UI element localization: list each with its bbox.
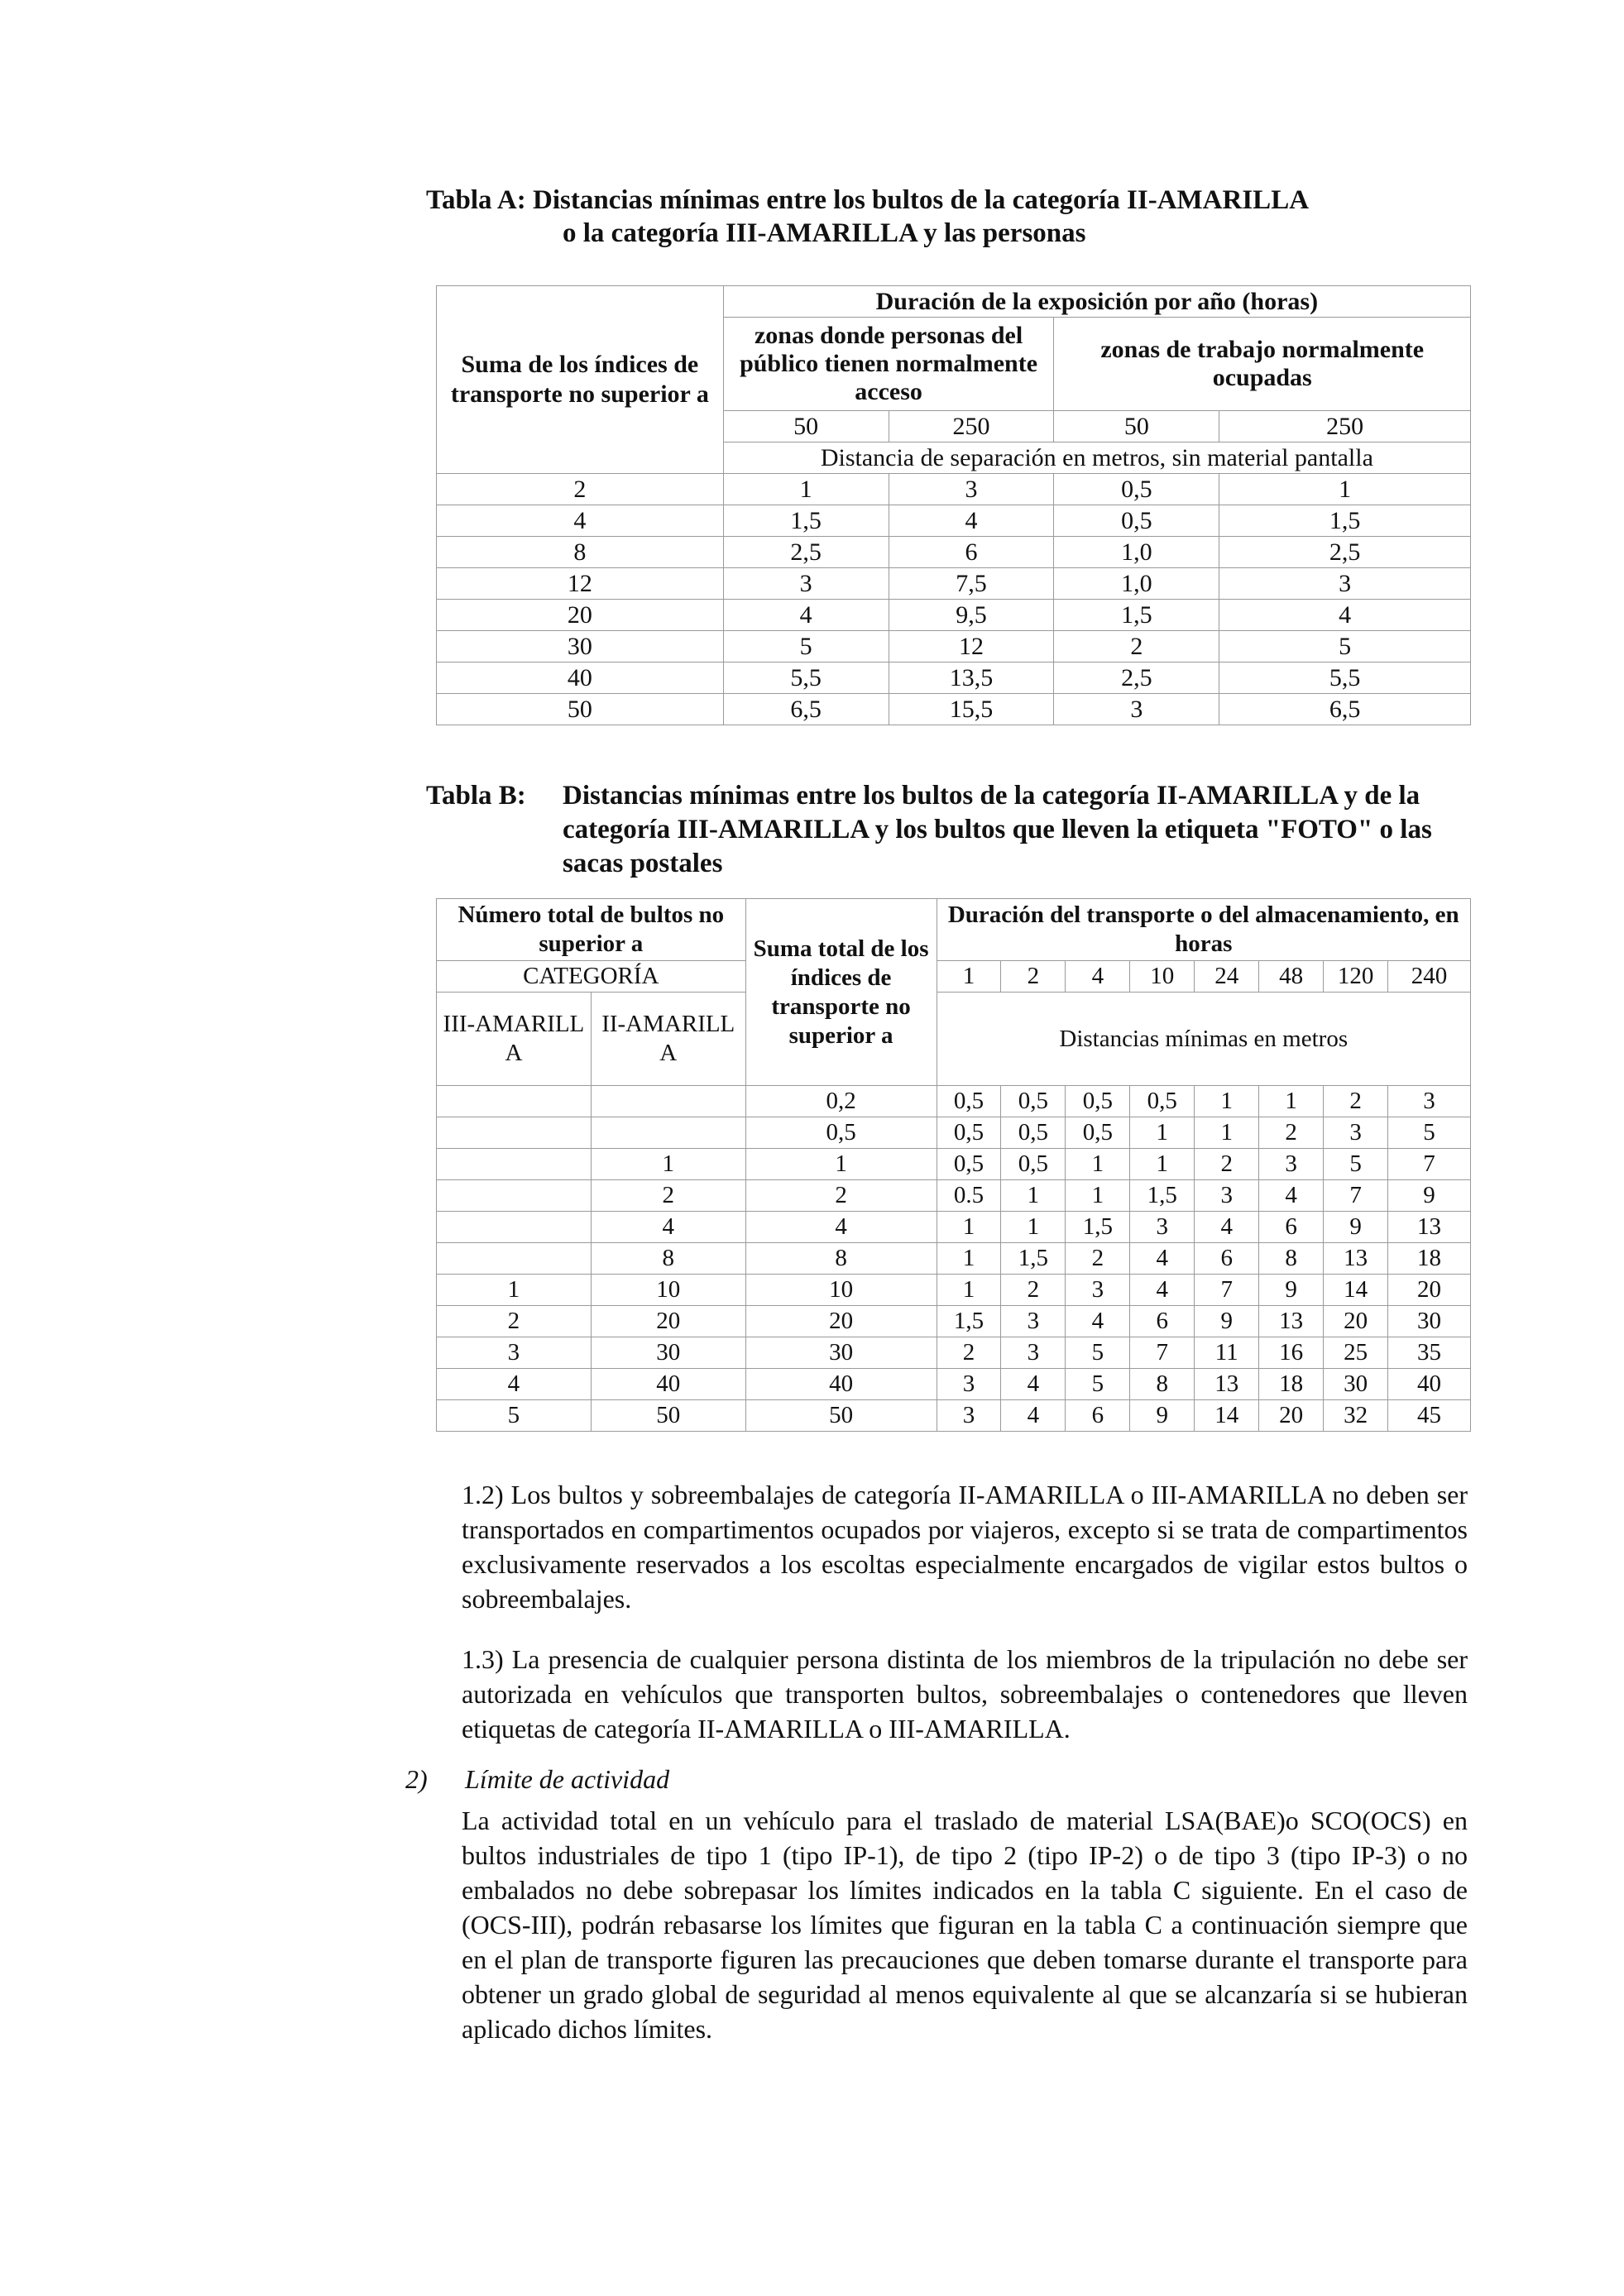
table-cell: 3 xyxy=(723,568,889,600)
table-cell: 2 xyxy=(1324,1086,1388,1117)
table-cell: 9 xyxy=(1324,1212,1388,1243)
table-cell: 2 xyxy=(437,474,724,505)
table-row xyxy=(437,1086,1471,1117)
table-cell: 2 xyxy=(1195,1149,1259,1180)
table-cell: 0,5 xyxy=(1054,505,1219,537)
table-a-hours-cell: 50 xyxy=(1054,411,1219,442)
table-cell: 0,5 xyxy=(1001,1117,1066,1149)
table-cell: 20 xyxy=(591,1306,745,1337)
table-cell: 35 xyxy=(1388,1337,1471,1369)
section-2-paragraph xyxy=(462,1803,1468,2046)
paragraph-1-2-text: 1.2) Los bultos y sobreembalajes de categoría II-AMARILLA o III-AMARILLA no deben ser transportados en compartimentos ocupados por viajeros, excepto si se trata de compartimentos exclusivamente reservados a los escoltas especialmente encargados de vigilar estos bultos o sobreembalajes. xyxy=(462,1480,1468,1614)
table-b-hours-cell: 10 xyxy=(1130,961,1195,993)
table-cell: 6,5 xyxy=(1219,694,1471,725)
table-cell: 6 xyxy=(889,537,1054,568)
table-a-hours-cell: 250 xyxy=(889,411,1054,442)
table-b-body xyxy=(437,1086,1471,1432)
table-cell: 7,5 xyxy=(889,568,1054,600)
table-b-hours-cell: 48 xyxy=(1259,961,1324,993)
table-cell: 9 xyxy=(1388,1180,1471,1212)
table-cell: 2,5 xyxy=(723,537,889,568)
table-cell: 1 xyxy=(1195,1117,1259,1149)
table-cell: 6 xyxy=(1195,1243,1259,1275)
table-row xyxy=(437,1180,1471,1212)
table-cell xyxy=(591,1117,745,1149)
table-cell: 0,5 xyxy=(1001,1149,1066,1180)
table-cell: 6,5 xyxy=(723,694,889,725)
table-cell: 3 xyxy=(1259,1149,1324,1180)
table-cell: 2 xyxy=(591,1180,745,1212)
table-cell: 9 xyxy=(1259,1275,1324,1306)
table-cell: 9,5 xyxy=(889,600,1054,631)
table-cell: 1 xyxy=(937,1212,1001,1243)
table-b-sum-header: Suma total de los índices de transporte no superior a xyxy=(745,899,937,1086)
table-cell: 3 xyxy=(889,474,1054,505)
table-cell: 5 xyxy=(437,1400,592,1432)
table-cell: 1 xyxy=(1259,1086,1324,1117)
table-cell: 5,5 xyxy=(723,662,889,694)
table-row xyxy=(437,662,1471,694)
table-cell: 13 xyxy=(1259,1306,1324,1337)
table-cell: 4 xyxy=(1259,1180,1324,1212)
table-cell: 7 xyxy=(1388,1149,1471,1180)
table-row xyxy=(437,600,1471,631)
table-cell: 0,5 xyxy=(1066,1086,1130,1117)
table-a-exposure-header: Duración de la exposición por año (horas) xyxy=(723,286,1470,318)
table-cell: 4 xyxy=(1195,1212,1259,1243)
table-cell: 3 xyxy=(1219,568,1471,600)
table-a xyxy=(436,285,1471,725)
table-cell: 1,0 xyxy=(1054,537,1219,568)
table-cell: 13 xyxy=(1195,1369,1259,1400)
table-b-hours-cell: 240 xyxy=(1388,961,1471,993)
table-cell: 0,5 xyxy=(1001,1086,1066,1117)
section-2-text: La actividad total en un vehículo para el traslado de material LSA(BAE)o SCO(OCS) en bultos industriales de tipo 1 (tipo IP-1), de tipo 2 (tipo IP-2) o de tipo 3 (tipo IP-3) o no embalados no debe sobrepasar los límites indicados en la tabla C siguiente. En el caso de (OCS-III), podrán rebasarse los límites que figuran en la tabla C a continuación siempre que en el plan de transporte figuren las precauciones que deben tomarse durante el transporte para obtener un grado global de seguridad al menos equivalente al que se alcanzaría si se hubieran aplicado dichos límites. xyxy=(462,1806,1468,2044)
table-cell: 20 xyxy=(745,1306,937,1337)
table-cell: 1,0 xyxy=(1054,568,1219,600)
table-cell: 3 xyxy=(1130,1212,1195,1243)
table-cell: 3 xyxy=(1388,1086,1471,1117)
table-cell: 30 xyxy=(1388,1306,1471,1337)
table-cell: 2 xyxy=(745,1180,937,1212)
table-cell: 7 xyxy=(1130,1337,1195,1369)
paragraph-1-3 xyxy=(462,1642,1468,1746)
table-cell: 6 xyxy=(1259,1212,1324,1243)
table-cell: 13 xyxy=(1388,1212,1471,1243)
table-cell: 2 xyxy=(937,1337,1001,1369)
table-cell: 6 xyxy=(1066,1400,1130,1432)
table-cell: 8 xyxy=(745,1243,937,1275)
table-cell: 4 xyxy=(745,1212,937,1243)
table-row xyxy=(437,631,1471,662)
table-cell: 18 xyxy=(1259,1369,1324,1400)
table-cell: 45 xyxy=(1388,1400,1471,1432)
table-cell xyxy=(437,1117,592,1149)
table-cell: 20 xyxy=(1324,1306,1388,1337)
table-cell: 1 xyxy=(937,1275,1001,1306)
table-cell: 0.5 xyxy=(937,1180,1001,1212)
table-cell: 14 xyxy=(1324,1275,1388,1306)
table-cell: 3 xyxy=(937,1369,1001,1400)
table-cell: 1,5 xyxy=(1219,505,1471,537)
table-cell: 5 xyxy=(1324,1149,1388,1180)
table-a-title-line2: o la categoría III-AMARILLA y las personas xyxy=(563,218,1086,248)
table-b-hours-cell: 1 xyxy=(937,961,1001,993)
table-cell: 1 xyxy=(437,1275,592,1306)
table-cell: 12 xyxy=(889,631,1054,662)
table-cell: 4 xyxy=(1066,1306,1130,1337)
table-cell xyxy=(437,1180,592,1212)
table-b-duration-header: Duración del transporte o del almacenamiento, en horas xyxy=(937,899,1471,961)
table-a-separation-note: Distancia de separación en metros, sin material pantalla xyxy=(723,442,1470,474)
table-cell: 1,5 xyxy=(1130,1180,1195,1212)
table-cell: 5 xyxy=(1066,1369,1130,1400)
table-cell: 1 xyxy=(745,1149,937,1180)
table-cell: 7 xyxy=(1195,1275,1259,1306)
table-cell: 15,5 xyxy=(889,694,1054,725)
table-cell: 20 xyxy=(437,600,724,631)
section-2-number: 2) xyxy=(405,1764,428,1794)
table-a-public-zones-header: zonas donde personas del público tienen normalmente acceso xyxy=(723,318,1054,411)
table-cell: 5,5 xyxy=(1219,662,1471,694)
table-cell: 1 xyxy=(1130,1149,1195,1180)
table-row xyxy=(437,1369,1471,1400)
table-cell: 5 xyxy=(1066,1337,1130,1369)
table-cell: 2 xyxy=(1259,1117,1324,1149)
paragraph-1-3-text: 1.3) La presencia de cualquier persona distinta de los miembros de la tripulación no debe ser autorizada en vehículos que transporten bultos, sobreembalajes o contenedores que lleven etiquetas de categoría II-AMARILLA o III-AMARILLA. xyxy=(462,1644,1468,1744)
table-row xyxy=(437,1306,1471,1337)
table-b-hours-cell: 120 xyxy=(1324,961,1388,993)
table-cell: 2,5 xyxy=(1219,537,1471,568)
table-cell: 6 xyxy=(1130,1306,1195,1337)
table-cell: 7 xyxy=(1324,1180,1388,1212)
table-a-hours-cell: 50 xyxy=(723,411,889,442)
table-cell: 30 xyxy=(437,631,724,662)
table-cell xyxy=(437,1086,592,1117)
table-a-title xyxy=(426,184,1502,250)
table-cell: 1 xyxy=(723,474,889,505)
table-cell: 4 xyxy=(723,600,889,631)
table-cell: 3 xyxy=(937,1400,1001,1432)
table-cell: 0,5 xyxy=(1130,1086,1195,1117)
table-row xyxy=(437,1149,1471,1180)
table-cell: 0,5 xyxy=(1054,474,1219,505)
table-a-hours-cell: 250 xyxy=(1219,411,1471,442)
table-cell: 40 xyxy=(437,662,724,694)
table-cell: 11 xyxy=(1195,1337,1259,1369)
table-cell: 3 xyxy=(1324,1117,1388,1149)
table-cell: 5 xyxy=(1219,631,1471,662)
table-cell: 0,5 xyxy=(937,1117,1001,1149)
table-cell: 8 xyxy=(1259,1243,1324,1275)
table-a-row-header: Suma de los índices de transporte no superior a xyxy=(437,286,724,474)
table-cell: 32 xyxy=(1324,1400,1388,1432)
table-cell: 4 xyxy=(1001,1400,1066,1432)
table-cell: 3 xyxy=(1054,694,1219,725)
table-a-title-line1: Tabla A: Distancias mínimas entre los bultos de la categoría II-AMARILLA xyxy=(426,185,1310,215)
table-b xyxy=(436,898,1471,1432)
section-2-heading xyxy=(405,1762,669,1796)
table-cell: 0,2 xyxy=(745,1086,937,1117)
table-cell: 2 xyxy=(1054,631,1219,662)
table-cell: 8 xyxy=(437,537,724,568)
table-cell: 25 xyxy=(1324,1337,1388,1369)
table-cell: 1,5 xyxy=(1054,600,1219,631)
table-cell: 0,5 xyxy=(937,1149,1001,1180)
table-row xyxy=(437,1212,1471,1243)
table-cell: 8 xyxy=(1130,1369,1195,1400)
table-cell: 10 xyxy=(591,1275,745,1306)
table-cell: 13 xyxy=(1324,1243,1388,1275)
table-cell: 50 xyxy=(745,1400,937,1432)
table-cell: 1,5 xyxy=(937,1306,1001,1337)
table-cell: 13,5 xyxy=(889,662,1054,694)
table-cell: 1 xyxy=(1001,1212,1066,1243)
table-cell: 4 xyxy=(1130,1243,1195,1275)
table-row xyxy=(437,505,1471,537)
table-cell: 16 xyxy=(1259,1337,1324,1369)
table-a-work-zones-header: zonas de trabajo normalmente ocupadas xyxy=(1054,318,1471,411)
table-row xyxy=(437,694,1471,725)
table-cell: 9 xyxy=(1130,1400,1195,1432)
table-cell: 1 xyxy=(1130,1117,1195,1149)
table-cell: 1 xyxy=(1219,474,1471,505)
table-cell: 18 xyxy=(1388,1243,1471,1275)
table-cell: 40 xyxy=(1388,1369,1471,1400)
table-cell: 3 xyxy=(1066,1275,1130,1306)
table-cell: 14 xyxy=(1195,1400,1259,1432)
table-b-cat-ii-header: II-AMARILLA xyxy=(591,993,745,1086)
table-cell: 2 xyxy=(1066,1243,1130,1275)
table-cell: 4 xyxy=(437,505,724,537)
table-cell xyxy=(437,1243,592,1275)
table-cell xyxy=(437,1212,592,1243)
table-cell: 4 xyxy=(437,1369,592,1400)
table-cell: 1 xyxy=(1066,1149,1130,1180)
table-a-body xyxy=(437,474,1471,725)
table-row xyxy=(437,474,1471,505)
table-cell: 1 xyxy=(1001,1180,1066,1212)
table-cell: 3 xyxy=(1001,1337,1066,1369)
table-cell: 30 xyxy=(1324,1369,1388,1400)
table-cell: 40 xyxy=(745,1369,937,1400)
table-b-categoria-header: CATEGORÍA xyxy=(437,961,746,993)
table-cell: 9 xyxy=(1195,1306,1259,1337)
section-2-title: Límite de actividad xyxy=(465,1764,670,1794)
table-cell: 4 xyxy=(889,505,1054,537)
table-cell: 4 xyxy=(1219,600,1471,631)
table-cell: 0,5 xyxy=(745,1117,937,1149)
table-cell: 0,5 xyxy=(937,1086,1001,1117)
table-b-label: Tabla B: xyxy=(426,781,526,811)
table-cell: 0,5 xyxy=(1066,1117,1130,1149)
table-cell: 4 xyxy=(1001,1369,1066,1400)
table-cell: 8 xyxy=(591,1243,745,1275)
table-row xyxy=(437,1337,1471,1369)
table-cell: 10 xyxy=(745,1275,937,1306)
table-cell: 4 xyxy=(591,1212,745,1243)
table-cell xyxy=(437,1149,592,1180)
table-cell: 3 xyxy=(1001,1306,1066,1337)
table-row xyxy=(437,1400,1471,1432)
table-cell: 1 xyxy=(937,1243,1001,1275)
table-cell: 3 xyxy=(1195,1180,1259,1212)
table-cell: 5 xyxy=(723,631,889,662)
table-cell: 1 xyxy=(591,1149,745,1180)
paragraph-1-2 xyxy=(462,1477,1468,1616)
table-cell: 3 xyxy=(437,1337,592,1369)
table-cell: 50 xyxy=(437,694,724,725)
table-cell: 1 xyxy=(1195,1086,1259,1117)
table-b-hours-cell: 24 xyxy=(1195,961,1259,993)
table-row xyxy=(437,1275,1471,1306)
table-b-hours-cell: 2 xyxy=(1001,961,1066,993)
table-b-title-text: Distancias mínimas entre los bultos de la categoría II-AMARILLA y de la categoría III-AMARILLA y los bultos que lleven la etiqueta "FOTO" o las sacas postales xyxy=(563,781,1432,878)
table-cell: 5 xyxy=(1388,1117,1471,1149)
table-cell: 20 xyxy=(1388,1275,1471,1306)
table-cell: 12 xyxy=(437,568,724,600)
table-row xyxy=(437,1117,1471,1149)
table-cell: 2,5 xyxy=(1054,662,1219,694)
table-cell: 2 xyxy=(1001,1275,1066,1306)
table-cell: 1,5 xyxy=(1001,1243,1066,1275)
table-cell: 1,5 xyxy=(1066,1212,1130,1243)
table-b-cat-iii-header: III-AMARILLA xyxy=(437,993,592,1086)
table-cell: 40 xyxy=(591,1369,745,1400)
table-cell: 20 xyxy=(1259,1400,1324,1432)
table-cell: 2 xyxy=(437,1306,592,1337)
table-cell: 30 xyxy=(745,1337,937,1369)
table-cell: 30 xyxy=(591,1337,745,1369)
table-cell: 4 xyxy=(1130,1275,1195,1306)
table-cell: 1,5 xyxy=(723,505,889,537)
table-b-total-header: Número total de bultos no superior a xyxy=(437,899,746,961)
table-cell: 50 xyxy=(591,1400,745,1432)
table-b-hours-cell: 4 xyxy=(1066,961,1130,993)
table-cell: 1 xyxy=(1066,1180,1130,1212)
table-cell xyxy=(591,1086,745,1117)
table-b-min-dist-header: Distancias mínimas en metros xyxy=(937,993,1471,1086)
table-row xyxy=(437,537,1471,568)
table-row xyxy=(437,1243,1471,1275)
table-row xyxy=(437,568,1471,600)
